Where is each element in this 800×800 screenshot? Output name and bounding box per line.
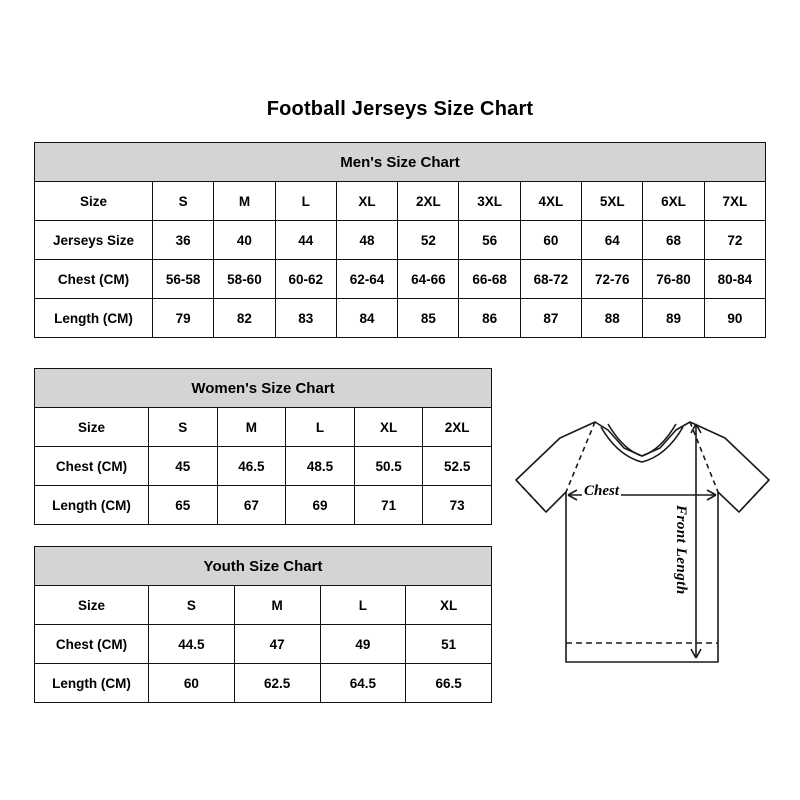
mens-size-chart-container bbox=[34, 142, 766, 338]
cell: XL bbox=[336, 182, 397, 221]
cell: 64.5 bbox=[320, 664, 406, 703]
cell: 45 bbox=[149, 447, 218, 486]
cell: 58-60 bbox=[214, 260, 275, 299]
cell: 47 bbox=[234, 625, 320, 664]
cell: 86 bbox=[459, 299, 520, 338]
cell: XL bbox=[406, 586, 492, 625]
cell: 2XL bbox=[423, 408, 492, 447]
cell: 84 bbox=[336, 299, 397, 338]
cell: S bbox=[149, 408, 218, 447]
cell: 64 bbox=[582, 221, 643, 260]
youth-size-chart-container bbox=[34, 546, 492, 703]
cell: 56 bbox=[459, 221, 520, 260]
cell: 67 bbox=[217, 486, 286, 525]
cell: 60-62 bbox=[275, 260, 336, 299]
jersey-outline-icon bbox=[500, 400, 785, 700]
cell: 48.5 bbox=[286, 447, 355, 486]
cell: 52.5 bbox=[423, 447, 492, 486]
cell: M bbox=[214, 182, 275, 221]
cell: 60 bbox=[149, 664, 235, 703]
table-row bbox=[35, 486, 492, 525]
cell: 46.5 bbox=[217, 447, 286, 486]
table-row bbox=[35, 664, 492, 703]
youth-caption: Youth Size Chart bbox=[35, 547, 492, 586]
cell: 79 bbox=[153, 299, 214, 338]
row-header: Size bbox=[35, 408, 149, 447]
table-row bbox=[35, 447, 492, 486]
cell: 88 bbox=[582, 299, 643, 338]
cell: 80-84 bbox=[704, 260, 765, 299]
cell: 85 bbox=[398, 299, 459, 338]
cell: M bbox=[234, 586, 320, 625]
cell: 83 bbox=[275, 299, 336, 338]
cell: 60 bbox=[520, 221, 581, 260]
cell: S bbox=[149, 586, 235, 625]
row-header: Length (CM) bbox=[35, 486, 149, 525]
cell: 72-76 bbox=[582, 260, 643, 299]
table-caption-row bbox=[35, 547, 492, 586]
cell: 49 bbox=[320, 625, 406, 664]
cell: 66-68 bbox=[459, 260, 520, 299]
cell: 51 bbox=[406, 625, 492, 664]
cell: 71 bbox=[354, 486, 423, 525]
womens-size-chart-table bbox=[34, 368, 492, 525]
cell: 69 bbox=[286, 486, 355, 525]
chest-measure-label: Chest bbox=[584, 483, 620, 499]
cell: 68 bbox=[643, 221, 704, 260]
row-header: Jerseys Size bbox=[35, 221, 153, 260]
cell: 66.5 bbox=[406, 664, 492, 703]
cell: L bbox=[286, 408, 355, 447]
jersey-diagram bbox=[500, 400, 785, 700]
cell: 62.5 bbox=[234, 664, 320, 703]
womens-caption: Women's Size Chart bbox=[35, 369, 492, 408]
table-row bbox=[35, 260, 766, 299]
table-row bbox=[35, 586, 492, 625]
cell: 50.5 bbox=[354, 447, 423, 486]
cell: 72 bbox=[704, 221, 765, 260]
cell: 56-58 bbox=[153, 260, 214, 299]
youth-size-chart-table bbox=[34, 546, 492, 703]
row-header: Size bbox=[35, 182, 153, 221]
cell: 6XL bbox=[643, 182, 704, 221]
cell: 2XL bbox=[398, 182, 459, 221]
cell: XL bbox=[354, 408, 423, 447]
row-header: Chest (CM) bbox=[35, 447, 149, 486]
womens-size-chart-container bbox=[34, 368, 492, 525]
cell: L bbox=[275, 182, 336, 221]
table-caption-row bbox=[35, 369, 492, 408]
cell: 89 bbox=[643, 299, 704, 338]
cell: 36 bbox=[153, 221, 214, 260]
row-header: Chest (CM) bbox=[35, 260, 153, 299]
cell: 4XL bbox=[520, 182, 581, 221]
mens-caption: Men's Size Chart bbox=[35, 143, 766, 182]
cell: 40 bbox=[214, 221, 275, 260]
cell: L bbox=[320, 586, 406, 625]
row-header: Size bbox=[35, 586, 149, 625]
cell: 64-66 bbox=[398, 260, 459, 299]
cell: 68-72 bbox=[520, 260, 581, 299]
cell: 52 bbox=[398, 221, 459, 260]
cell: 76-80 bbox=[643, 260, 704, 299]
row-header: Length (CM) bbox=[35, 299, 153, 338]
cell: 5XL bbox=[582, 182, 643, 221]
front-length-measure-label: Front Length bbox=[673, 505, 689, 595]
cell: 44.5 bbox=[149, 625, 235, 664]
cell: S bbox=[153, 182, 214, 221]
cell: 44 bbox=[275, 221, 336, 260]
table-row bbox=[35, 625, 492, 664]
mens-size-chart-table bbox=[34, 142, 766, 338]
table-caption-row bbox=[35, 143, 766, 182]
cell: 87 bbox=[520, 299, 581, 338]
cell: 65 bbox=[149, 486, 218, 525]
cell: 3XL bbox=[459, 182, 520, 221]
table-row bbox=[35, 299, 766, 338]
cell: M bbox=[217, 408, 286, 447]
cell: 90 bbox=[704, 299, 765, 338]
cell: 62-64 bbox=[336, 260, 397, 299]
cell: 7XL bbox=[704, 182, 765, 221]
table-row bbox=[35, 182, 766, 221]
cell: 73 bbox=[423, 486, 492, 525]
row-header: Length (CM) bbox=[35, 664, 149, 703]
page-title: Football Jerseys Size Chart bbox=[266, 98, 534, 120]
table-row bbox=[35, 221, 766, 260]
table-row bbox=[35, 408, 492, 447]
cell: 82 bbox=[214, 299, 275, 338]
row-header: Chest (CM) bbox=[35, 625, 149, 664]
cell: 48 bbox=[336, 221, 397, 260]
